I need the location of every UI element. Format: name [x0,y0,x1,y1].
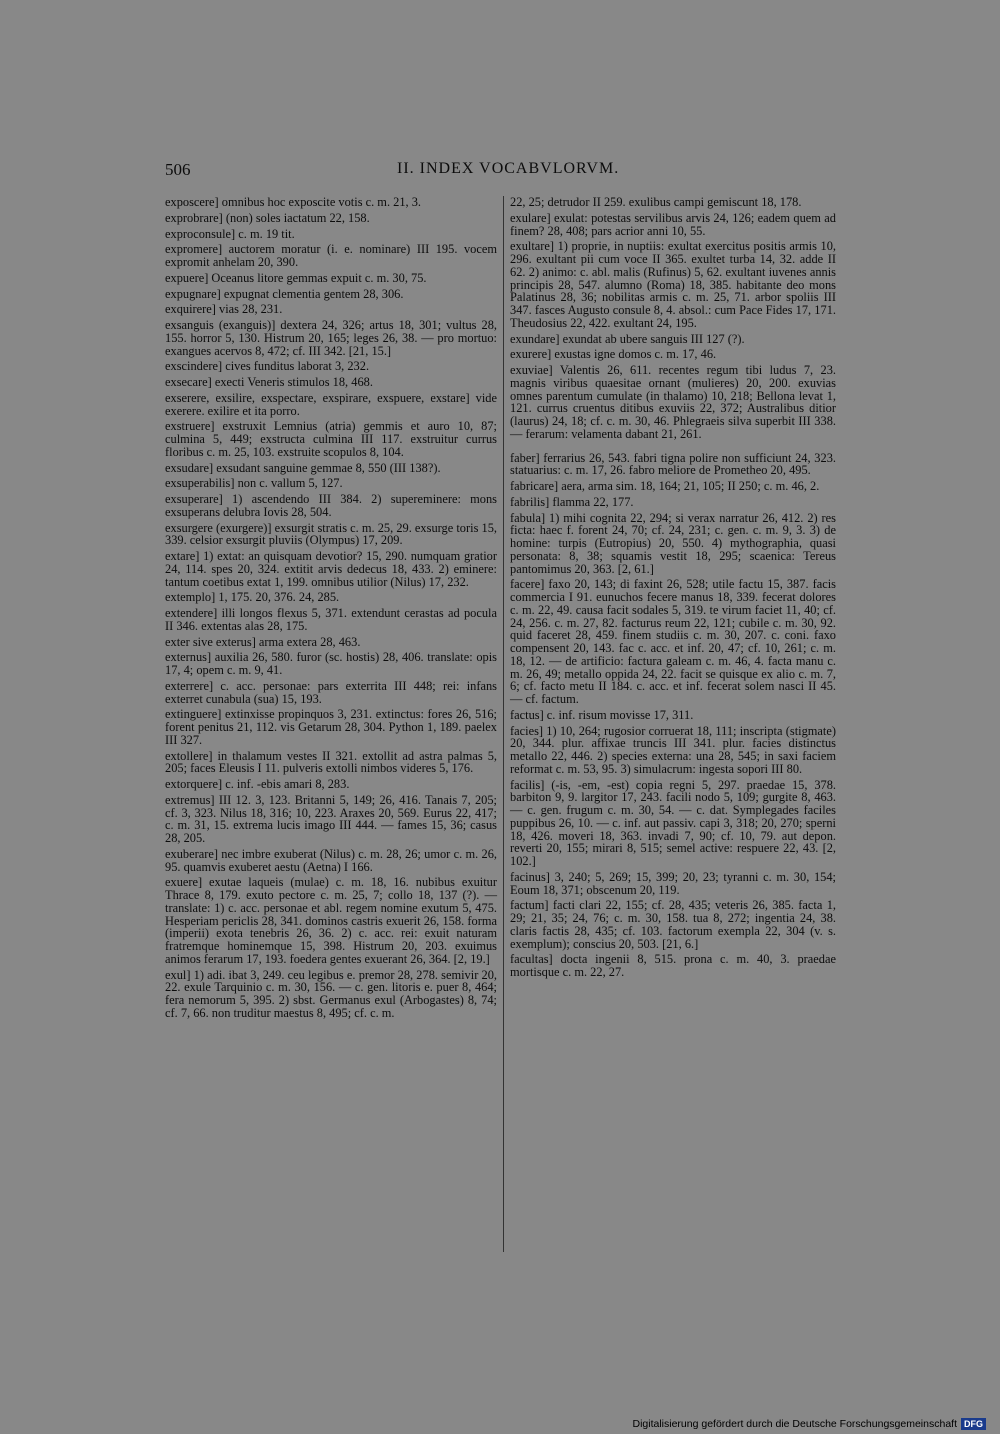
index-entry: expuere] Oceanus litore gemmas expuit c. m. 30, 75. [165,270,427,285]
index-entry: exsudare] exsudant sanguine gemmae 8, 550 (III 138?). [165,460,441,475]
index-entry: exterrere] c. acc. personae: pars exterrita III 448; rei: infans exterret cunabula (sua) 15, 193. [165,678,497,706]
index-entry: exproconsule] c. m. 19 tit. [165,226,295,241]
index-entry: exserere, exsilire, exspectare, exspirare, exspuere, exstare] vide exerere. exilire et ita porro. [165,390,497,418]
index-entry: expromere] auctorem moratur (i. e. nominare) III 195. vocem expromit anhelam 20, 390. [165,242,497,269]
index-entry: exundare] exundat ab ubere sanguis III 127 (?). [510,331,745,346]
index-entry: extremus] III 12. 3, 123. Britanni 5, 149; 26, 416. Tanais 7, 205; cf. 3, 323. Nilus 18, 316; 10, 223. Araxes 20, 569. Eurus 22, 417; c. m. 31, 15. extrema lucis imago III 444. — fames 15, 36; casus 28, 205. [165,792,497,845]
index-entry: exuviae] Valentis 26, 611. recentes regum tibi ludus 7, 23. magnis viribus quaesitae ornant (mulieres) 20, 200. exuvias omnes parentum cumulate (in thalamo) 10, 218; Bellona levat 1, 121. currus cruentus ditibus exuviis 22, 372; Australibus ditior (laurus) 24, 18; cf. c. m. 30, 46. Phlegraeis silva superbit III 338. — ferarum: velamenta dabant 21, 261. [510,363,836,441]
index-entry: exposcere] omnibus hoc exposcite votis c. m. 21, 3. [165,195,422,209]
footer-text: Digitalisierung gefördert durch die Deutsche Forschungsgemeinschaft [632,1418,957,1430]
index-entry: fabula] 1) mihi cognita 22, 294; si verax narratur 26, 412. 2) res ficta: haec f. forent 24, 70; cf. 24, 231; c. gen. c. m. 9, 3. 3) de homine: turpis (Eutropius) 20, 550. 4) mythographia, quasi personata: 8, 38; squamis vestit 18, 295; scaenica: Tereus pantomimus 20, 363. [2, 61.] [510,510,836,576]
index-entry: exstruere] exstruxit Lemnius (atria) gemmis et auro 10, 87; culmina 5, 449; exstructa culmina III 117. exstruitur currus floribus c. m. 25, 103. exstruite scopulos 8, 104. [165,419,497,459]
page-header [165,160,835,184]
index-entry: facultas] docta ingenii 8, 515. prona c. m. 40, 3. praedae mortisque c. m. 22, 27. [510,952,836,979]
index-entry: exsurgere (exurgere)] exsurgit stratis c. m. 25, 29. exsurge toris 15, 339. celsior exsurgit pluviis (Olympus) 17, 209. [165,520,497,548]
index-entry: extinguere] extinxisse propinquos 3, 231. extinctus: fores 26, 516; forent penitus 21, 112. vis Getarum 28, 304. Python 1, 189. paelex III 327. [165,707,497,747]
index-entry: exter sive exterus] arma extera 28, 463. [165,634,361,649]
index-entry: exuberare] nec imbre exuberat (Nilus) c. m. 28, 26; umor c. m. 26, 95. quamvis exuberet aestu (Aetna) I 166. [165,846,497,874]
page-number: 506 [165,160,191,179]
index-entry: exulare] exulat: potestas servilibus arvis 24, 126; eadem quem ad finem? 28, 408; pars acrior anni 10, 55. [510,210,836,238]
index-entry: facinus] 3, 240; 5, 269; 15, 399; 20, 23; tyranni c. m. 30, 154; Eoum 18, 371; obscenum 20, 119. [510,869,836,897]
index-entry: fabrilis] flamma 22, 177. [510,494,634,509]
index-entry: exsecare] execti Veneris stimulos 18, 468. [165,375,373,389]
index-entry: externus] auxilia 26, 580. furor (sc. hostis) 28, 406. translate: opis 17, 4; opem c. m. 9, 41. [165,650,497,677]
page-title: II. INDEX VOCABVLORVM. [397,160,620,177]
index-entry: facilis] (-is, -em, -est) copia regni 5, 297. praedae 15, 378. barbiton 9, 9. largitor 17, 243. facili nodo 5, 109; gurgite 8, 463. — c. gen. frugum c. m. 30, 54. — c. dat. Symplegades faciles puppibus 26, 10. — c. inf. aut passiv. capi 3, 318; 20, 270; sperni 18, 426. moveri 18, 363. invadi 7, 90; cf. 10, 79. aut depon. reverti 20, 155; mirari 8, 515; semel active: respuere 22, 43. [2, 102.] [510,777,836,868]
index-entry: extollere] in thalamum vestes II 321. extollit ad astra palmas 5, 205; faces Eleusis I 11. pulveris extolli nimbos videres 5, 176. [165,748,497,776]
index-entry: factus] c. inf. risum movisse 17, 311. [510,707,694,722]
index-entry: exultare] 1) proprie, in nuptiis: exultat exercitus positis armis 10, 296. exultant pii cum voce II 365. exultet turba 14, 32. adde II 62. 2) animo: c. abl. malis (Rufinus) 5, 62. exultant iuvenes annis principis 28, 547. alumno (Roma) 18, 385. habitante deo mons Palatinus 28, 36; nobilitas armis c. m. 25, 71. arbor spoliis III 347. fasces Augusto consule 8, 4. absol.: cum Pace Fides 17, 171. Theudosius 22, 422. exultant 24, 195. [510,239,836,330]
index-entry: 22, 25; detrudor II 259. exulibus campi gemiscunt 18, 178. [510,195,802,209]
index-entry: factum] facti clari 22, 155; cf. 28, 435; veteris 26, 385. facta 1, 29; 21, 35; 24, 76; c. m. 30, 158. tua 8, 272; ingentia 24, 38. claris factis 28, 435; cf. 103. factorum exempla 22, 304 (v. s. exemplum); conscius 20, 503. [21, 6.] [510,898,836,951]
index-entry: exsuperabilis] non c. vallum 5, 127. [165,476,343,491]
footer [632,1417,986,1431]
column-divider [503,196,504,1252]
index-entry: faber] ferrarius 26, 543. fabri tigna polire non sufficiunt 24, 323. statuarius: c. m. 17, 26. fabro meliore de Prometheo 20, 495. [510,450,836,478]
index-entry: exurere] exustas igne domos c. m. 17, 46. [510,347,717,362]
index-entry: fabricare] aera, arma sim. 18, 164; 21, 105; II 250; c. m. 46, 2. [510,479,820,493]
index-entry: exul] 1) adi. ibat 3, 249. ceu legibus e. premor 28, 278. semivir 20, 22. exule Tarquinio c. m. 30, 156. — c. gen. litoris e. puer 8, 464; fera nemorum 5, 395. 2) sbst. Germanus exul (Arbogastes) 8, 74; cf. 7, 66. non truditur maestus 8, 495; cf. c. m. [165,967,497,1020]
index-entry: facere] faxo 20, 143; di faxint 26, 528; utile factu 15, 387. facis commercia I 91. eunuchos fecere manus 18, 339. fecerat dolores c. m. 22, 49. causa facit sodales 5, 319. te virum faciet 11, 40; cf. 24, 256. c. m. 27, 82. facturus reum 22, 121; cubile c. m. 30, 92. quid faceret 28, 459. finem studiis c. m. 30, 207. c. coni. faxo compensent 20, 143. fac c. acc. et inf. 20, 47; cf. 10, 261; c. m. 18, 12. — de artificio: factura galeam c. m. 46, 4. facta manu c. m. 26, 49; metallo oppida 24, 22. facit se quisque ex alio c. m. 7, 6; cf. facto metu II 184. c. acc. et inf. fecerat solem nasci II 45. — cf. factum. [510,577,836,706]
index-entry: exquirere] vias 28, 231. [165,302,283,317]
index-entry: exuere] exutae laqueis (mulae) c. m. 18, 16. nubibus exuitur Thrace 8, 179. exuto pectore c. m. 25, 7; collo 18, 137 (?). — translate: 1) c. acc. personae et abl. regem nomine exutum 5, 475. Hesperiam periclis 28, 341. dominos castris exuerit 26, 158. forma (imperii) exota tenebris 26, 36. 2) c. acc. rei: exuit naturam fratremque hominemque 15, 398. Histrum 20, 203. exuimus animos ferarum 17, 193. foedera gentes exuerant 26, 364. [2, 19.] [165,875,497,966]
index-entry: exsuperare] 1) ascendendo III 384. 2) supereminere: mons exsuperans delubra Iovis 28, 504. [165,492,497,519]
dfg-logo-icon: DFG [961,1418,986,1430]
index-entry: expugnare] expugnat clementia gentem 28, 306. [165,286,404,301]
index-entry: facies] 1) 10, 264; rugosior corruerat 18, 111; inscripta (stigmate) 20, 344. plur. affixae truncis III 341. plur. facies distinctus metallo 22, 446. 2) species externa: una 28, 545; in saxi faciem reformat c. m. 53, 95. 3) simulacrum: ingesta sopori III 80. [510,723,836,776]
index-entry: extorquere] c. inf. -ebis amari 8, 283. [165,777,350,791]
index-entry: exscindere] cives funditus laborat 3, 232. [165,359,370,374]
index-entry: exsanguis (exanguis)] dextera 24, 326; artus 18, 301; vultus 28, 155. horror 5, 130. Histrum 20, 165; leges 26, 38. — pro mortuo: exangues acervos 8, 472; cf. III 342. [21, 15.] [165,318,497,358]
right-column [510,196,836,982]
index-entry: extemplo] 1, 175. 20, 376. 24, 285. [165,590,340,605]
index-entry: extendere] illi longos flexus 5, 371. extendunt cerastas ad pocula II 346. extentas alas 28, 175. [165,606,497,633]
index-entry: extare] 1) extat: an quisquam devotior? 15, 290. numquam gratior 24, 114. spes 20, 324. extitit arvis dedecus 18, 433. 2) eminere: tantum coetibus extat 1, 199. omnibus utilior (Nilus) 17, 232. [165,549,497,589]
index-entry: exprobrare] (non) soles iactatum 22, 158. [165,210,370,225]
left-column [165,196,497,1023]
